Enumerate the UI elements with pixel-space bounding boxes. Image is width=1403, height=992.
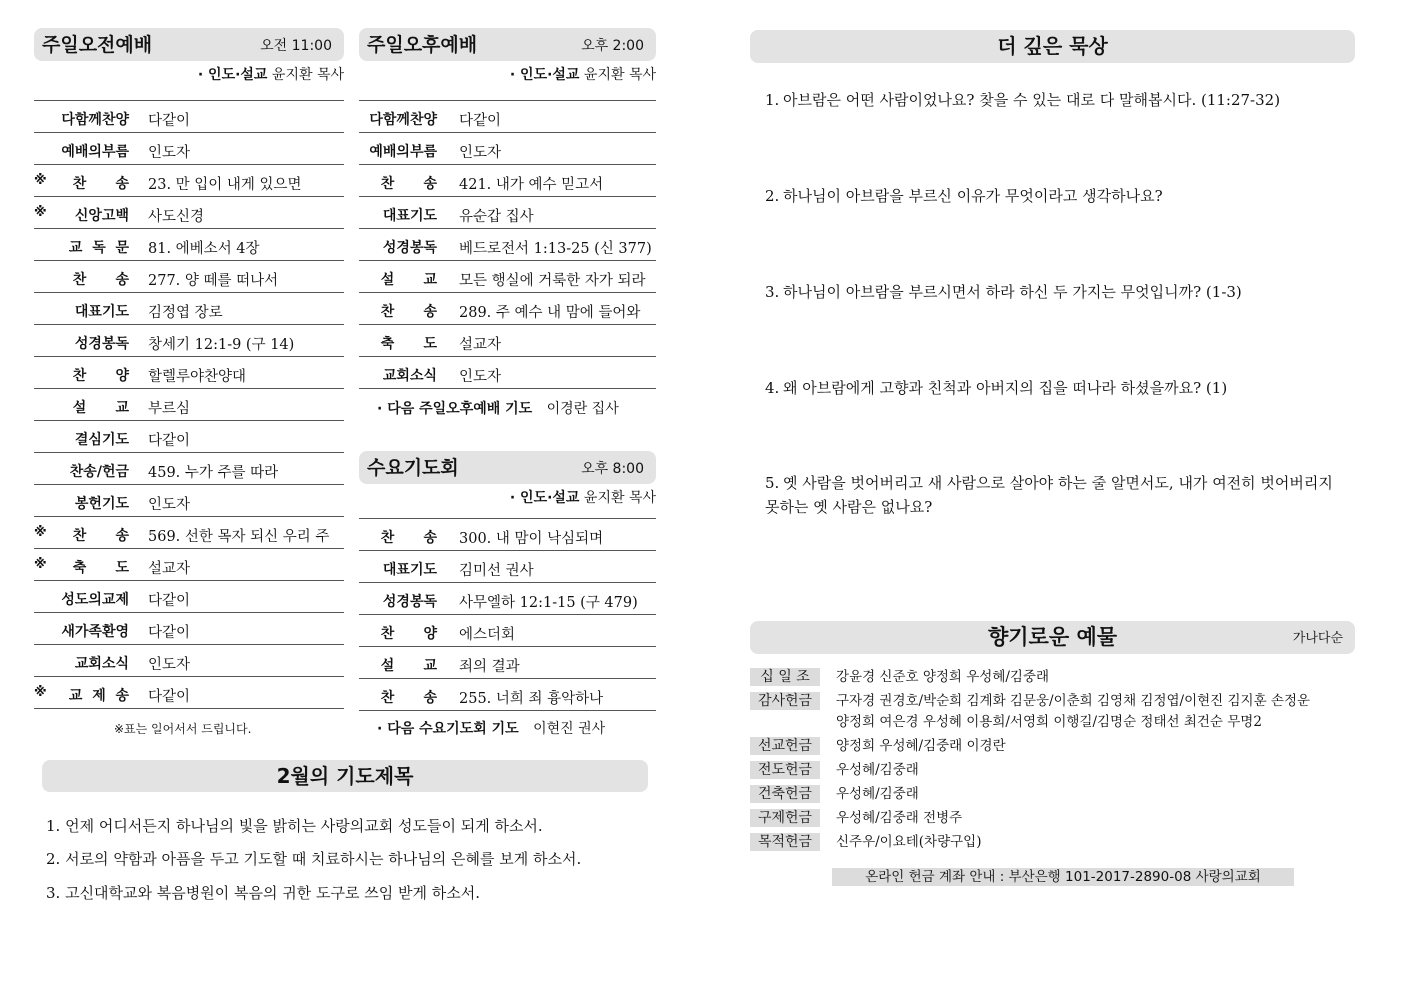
- order-label-text: 신앙고백: [74, 208, 129, 224]
- order-row: [34, 389, 344, 421]
- order-label-text: 찬송/헌금: [69, 464, 129, 480]
- order-row: [34, 485, 344, 517]
- question-number: 3.: [765, 283, 780, 301]
- order-label-text: 찬 송: [380, 176, 437, 192]
- order-label-text: 찬 송: [380, 530, 437, 546]
- order-value: 300. 내 맘이 낙심되며: [459, 531, 604, 547]
- question-number: 5.: [765, 474, 780, 492]
- order-label-text: 찬 송: [380, 690, 437, 706]
- order-label-text: 교회소식: [74, 656, 129, 672]
- morning-worship-title: 주일오전예배: [42, 34, 153, 56]
- order-row: [359, 197, 656, 229]
- order-row: [34, 421, 344, 453]
- offering-type: 목적헌금: [750, 833, 820, 851]
- order-value: 421. 내가 예수 믿고서: [459, 177, 604, 193]
- order-row: [359, 101, 656, 133]
- order-value: 유순갑 집사: [459, 209, 534, 225]
- wednesday-prayer-title: 수요기도회: [367, 457, 459, 479]
- next-prayer-label: 다음 주일오후예배 기도: [387, 401, 533, 417]
- order-row: [359, 551, 656, 583]
- order-label-text: 찬 양: [72, 368, 129, 384]
- order-row: [359, 679, 656, 711]
- order-label-text: 교 독 문: [68, 240, 129, 256]
- order-row: [34, 229, 344, 261]
- meditation-question: [765, 88, 1345, 112]
- order-value: 인도자: [459, 145, 502, 161]
- order-row: [359, 357, 656, 389]
- standing-mark: ※: [34, 525, 47, 540]
- standing-mark: ※: [34, 173, 47, 188]
- meditation-question: [765, 376, 1345, 400]
- order-label-text: 결심기도: [74, 432, 129, 448]
- order-value: 다같이: [148, 593, 191, 609]
- order-value: 김정엽 장로: [148, 305, 223, 321]
- order-row: [359, 615, 656, 647]
- order-value: 모든 행실에 거룩한 자가 되라: [459, 273, 646, 289]
- wednesday-prayer-time: 오후 8:00: [581, 461, 644, 477]
- order-label-text: 예배의부름: [61, 144, 129, 160]
- offering-header: [750, 621, 1355, 654]
- prayer-topic-item: 2. 서로의 약함과 아픔을 두고 기도할 때 치료하시는 하나님의 은혜를 보게 하소서.: [46, 850, 582, 868]
- offering-donors: 신주우/이요테(차량구입): [836, 834, 982, 850]
- order-value: 창세기 12:1-9 (구 14): [148, 337, 295, 353]
- next-prayer-name: 이경란 집사: [546, 401, 619, 417]
- order-value: 인도자: [148, 145, 191, 161]
- question-number: 4.: [765, 379, 780, 397]
- order-row: [359, 165, 656, 197]
- afternoon-leader: · 인도·설교 윤지환 목사: [509, 67, 656, 83]
- leader-label: 인도·설교: [208, 67, 268, 83]
- order-row: [359, 325, 656, 357]
- order-label-text: 설 교: [72, 400, 129, 416]
- standing-mark: ※: [34, 557, 47, 572]
- order-value: 277. 양 떼를 떠나서: [148, 273, 279, 289]
- order-row: [34, 357, 344, 389]
- afternoon-next-prayer: · 다음 주일오후예배 기도 이경란 집사: [377, 401, 619, 417]
- order-value: 다같이: [148, 689, 191, 705]
- order-row: [359, 229, 656, 261]
- order-value: 인도자: [459, 369, 502, 385]
- order-value: 다같이: [148, 113, 191, 129]
- morning-worship-time: 오전 11:00: [260, 38, 332, 54]
- online-offering-account: 온라인 헌금 계좌 안내 : 부산은행 101-2017-2890-08 사랑의교회: [832, 868, 1294, 886]
- order-value: 사도신경: [148, 209, 205, 225]
- order-label-text: 성경봉독: [382, 594, 437, 610]
- order-label-text: 찬 송: [380, 304, 437, 320]
- meditation-header: 더 깊은 묵상: [750, 30, 1355, 63]
- order-value: 다같이: [148, 625, 191, 641]
- order-value: 에스더회: [459, 627, 516, 643]
- question-text: 하나님이 아브람을 부르신 이유가 무엇이라고 생각하나요?: [783, 187, 1163, 205]
- order-value: 다같이: [459, 113, 502, 129]
- wednesday-leader: · 인도·설교 윤지환 목사: [509, 490, 656, 506]
- order-label-text: 축 도: [72, 560, 129, 576]
- offering-donors: 양정희 우성혜/김중래 이경란: [836, 738, 1006, 754]
- afternoon-worship-time: 오후 2:00: [581, 38, 644, 54]
- order-value: 81. 에베소서 4장: [148, 241, 260, 257]
- offering-donors: 양정희 여은경 우성혜 이용희/서영희 이행길/김명순 정태선 최건순 무명2: [836, 714, 1262, 730]
- offering-title: 향기로운 예물: [987, 625, 1118, 649]
- afternoon-worship-title: 주일오후예배: [367, 34, 478, 56]
- meditation-question: [765, 280, 1345, 304]
- meditation-question: [765, 184, 1345, 208]
- order-value: 베드로전서 1:13-25 (신 377): [459, 241, 652, 257]
- order-label-text: 찬 송: [72, 176, 129, 192]
- prayer-topic-item: 3. 고신대학교와 복음병원이 복음의 귀한 도구로 쓰임 받게 하소서.: [46, 884, 480, 902]
- order-row: [34, 197, 344, 229]
- order-value: 569. 선한 목자 되신 우리 주: [148, 529, 330, 545]
- next-prayer-name: 이현진 권사: [533, 721, 606, 737]
- offering-type: 감사헌금: [750, 692, 820, 710]
- order-label-text: 대표기도: [74, 304, 129, 320]
- question-text: 왜 아브람에게 고향과 친척과 아버지의 집을 떠나라 하셨을까요? (1): [783, 379, 1228, 397]
- meditation-question: [765, 471, 1345, 519]
- order-value: 할렐루야찬양대: [148, 369, 247, 385]
- offering-order-note: 가나다순: [1292, 631, 1343, 646]
- order-label-text: 교 제 송: [68, 688, 129, 704]
- order-row: [34, 613, 344, 645]
- leader-label: 인도·설교: [520, 67, 580, 83]
- order-row: [34, 101, 344, 133]
- order-row: [34, 581, 344, 613]
- morning-leader: · 인도·설교 윤지환 목사: [197, 67, 344, 83]
- order-label-text: 새가족환영: [61, 624, 129, 640]
- offering-type: 전도헌금: [750, 761, 820, 779]
- order-value: 289. 주 예수 내 맘에 들어와: [459, 305, 641, 321]
- order-row: [359, 647, 656, 679]
- order-value: 255. 너희 죄 흉악하나: [459, 691, 604, 707]
- order-row: [34, 645, 344, 677]
- order-label-text: 다함께찬양: [61, 112, 129, 128]
- order-value: 설교자: [148, 561, 191, 577]
- morning-worship-header: [34, 28, 344, 61]
- question-number: 2.: [765, 187, 780, 205]
- offering-donors: 구자경 권경호/박순희 김계화 김문웅/이춘희 김영채 김정엽/이현진 김지훈 손정운: [836, 693, 1311, 709]
- order-label-text: 대표기도: [382, 562, 437, 578]
- order-value: 설교자: [459, 337, 502, 353]
- leader-label: 인도·설교: [520, 490, 580, 506]
- order-value: 김미선 권사: [459, 563, 534, 579]
- offering-type: 건축헌금: [750, 785, 820, 803]
- standing-note: ※표는 일어서서 드립니다.: [114, 722, 252, 736]
- order-label-text: 축 도: [380, 336, 437, 352]
- standing-mark: ※: [34, 205, 47, 220]
- order-row: [34, 325, 344, 357]
- order-label-text: 성경봉독: [74, 336, 129, 352]
- order-row: [34, 677, 344, 709]
- order-label-text: 예배의부름: [369, 144, 437, 160]
- order-value: 459. 누가 주를 따라: [148, 465, 279, 481]
- order-value: 다같이: [148, 433, 191, 449]
- question-text: 옛 사람을 벗어버리고 새 사람으로 살아야 하는 줄 알면서도, 내가 여전히 벗어버리지 못하는 옛 사람은 없나요?: [765, 474, 1333, 516]
- offering-type: 십 일 조: [750, 668, 820, 686]
- leader-name: 윤지환 목사: [583, 67, 656, 83]
- order-label-text: 찬 송: [72, 272, 129, 288]
- order-label-text: 찬 송: [72, 528, 129, 544]
- order-value: 죄의 결과: [459, 659, 520, 675]
- order-value: 23. 만 입이 내게 있으면: [148, 177, 302, 193]
- order-value: 부르심: [148, 401, 191, 417]
- order-row: [359, 133, 656, 165]
- order-value: 인도자: [148, 497, 191, 513]
- order-label-text: 다함께찬양: [369, 112, 437, 128]
- order-row: [359, 261, 656, 293]
- order-row: [34, 133, 344, 165]
- order-row: [34, 165, 344, 197]
- order-label-text: 대표기도: [382, 208, 437, 224]
- order-value: 인도자: [148, 657, 191, 673]
- offering-donors: 우성혜/김중래: [836, 762, 919, 778]
- prayer-topic-item: 1. 언제 어디서든지 하나님의 빛을 밝히는 사랑의교회 성도들이 되게 하소서.: [46, 817, 543, 835]
- offering-donors: 우성혜/김중래 전병주: [836, 810, 963, 826]
- order-label-text: 봉헌기도: [74, 496, 129, 512]
- order-label-text: 설 교: [380, 272, 437, 288]
- order-label-text: 교회소식: [382, 368, 437, 384]
- order-label-text: 성경봉독: [382, 240, 437, 256]
- afternoon-worship-header: [359, 28, 656, 61]
- prayer-topics-header: 2월의 기도제목: [42, 760, 648, 792]
- question-text: 아브람은 어떤 사람이었나요? 찾을 수 있는 대로 다 말해봅시다. (11:27-32): [783, 91, 1281, 109]
- order-row: [34, 517, 344, 549]
- order-row: [359, 293, 656, 325]
- offering-type: 구제헌금: [750, 809, 820, 827]
- order-row: [34, 549, 344, 581]
- order-row: [359, 519, 656, 551]
- leader-name: 윤지환 목사: [583, 490, 656, 506]
- offering-donors: 강윤경 신준호 양정희 우성혜/김중래: [836, 669, 1050, 685]
- order-row: [34, 293, 344, 325]
- offering-type: 선교헌금: [750, 737, 820, 755]
- next-prayer-label: 다음 수요기도회 기도: [387, 721, 519, 737]
- offering-donors: 우성혜/김중래: [836, 786, 919, 802]
- wednesday-prayer-header: [359, 451, 656, 484]
- wednesday-next-prayer: · 다음 수요기도회 기도 이현진 권사: [377, 721, 606, 737]
- order-row: [359, 583, 656, 615]
- leader-name: 윤지환 목사: [271, 67, 344, 83]
- order-label-text: 찬 양: [380, 626, 437, 642]
- standing-mark: ※: [34, 685, 47, 700]
- order-value: 사무엘하 12:1-15 (구 479): [459, 595, 638, 611]
- order-row: [34, 261, 344, 293]
- order-label-text: 설 교: [380, 658, 437, 674]
- question-text: 하나님이 아브람을 부르시면서 하라 하신 두 가지는 무엇입니까? (1-3): [783, 283, 1242, 301]
- order-label-text: 성도의교제: [61, 592, 129, 608]
- question-number: 1.: [765, 91, 780, 109]
- order-row: [34, 453, 344, 485]
